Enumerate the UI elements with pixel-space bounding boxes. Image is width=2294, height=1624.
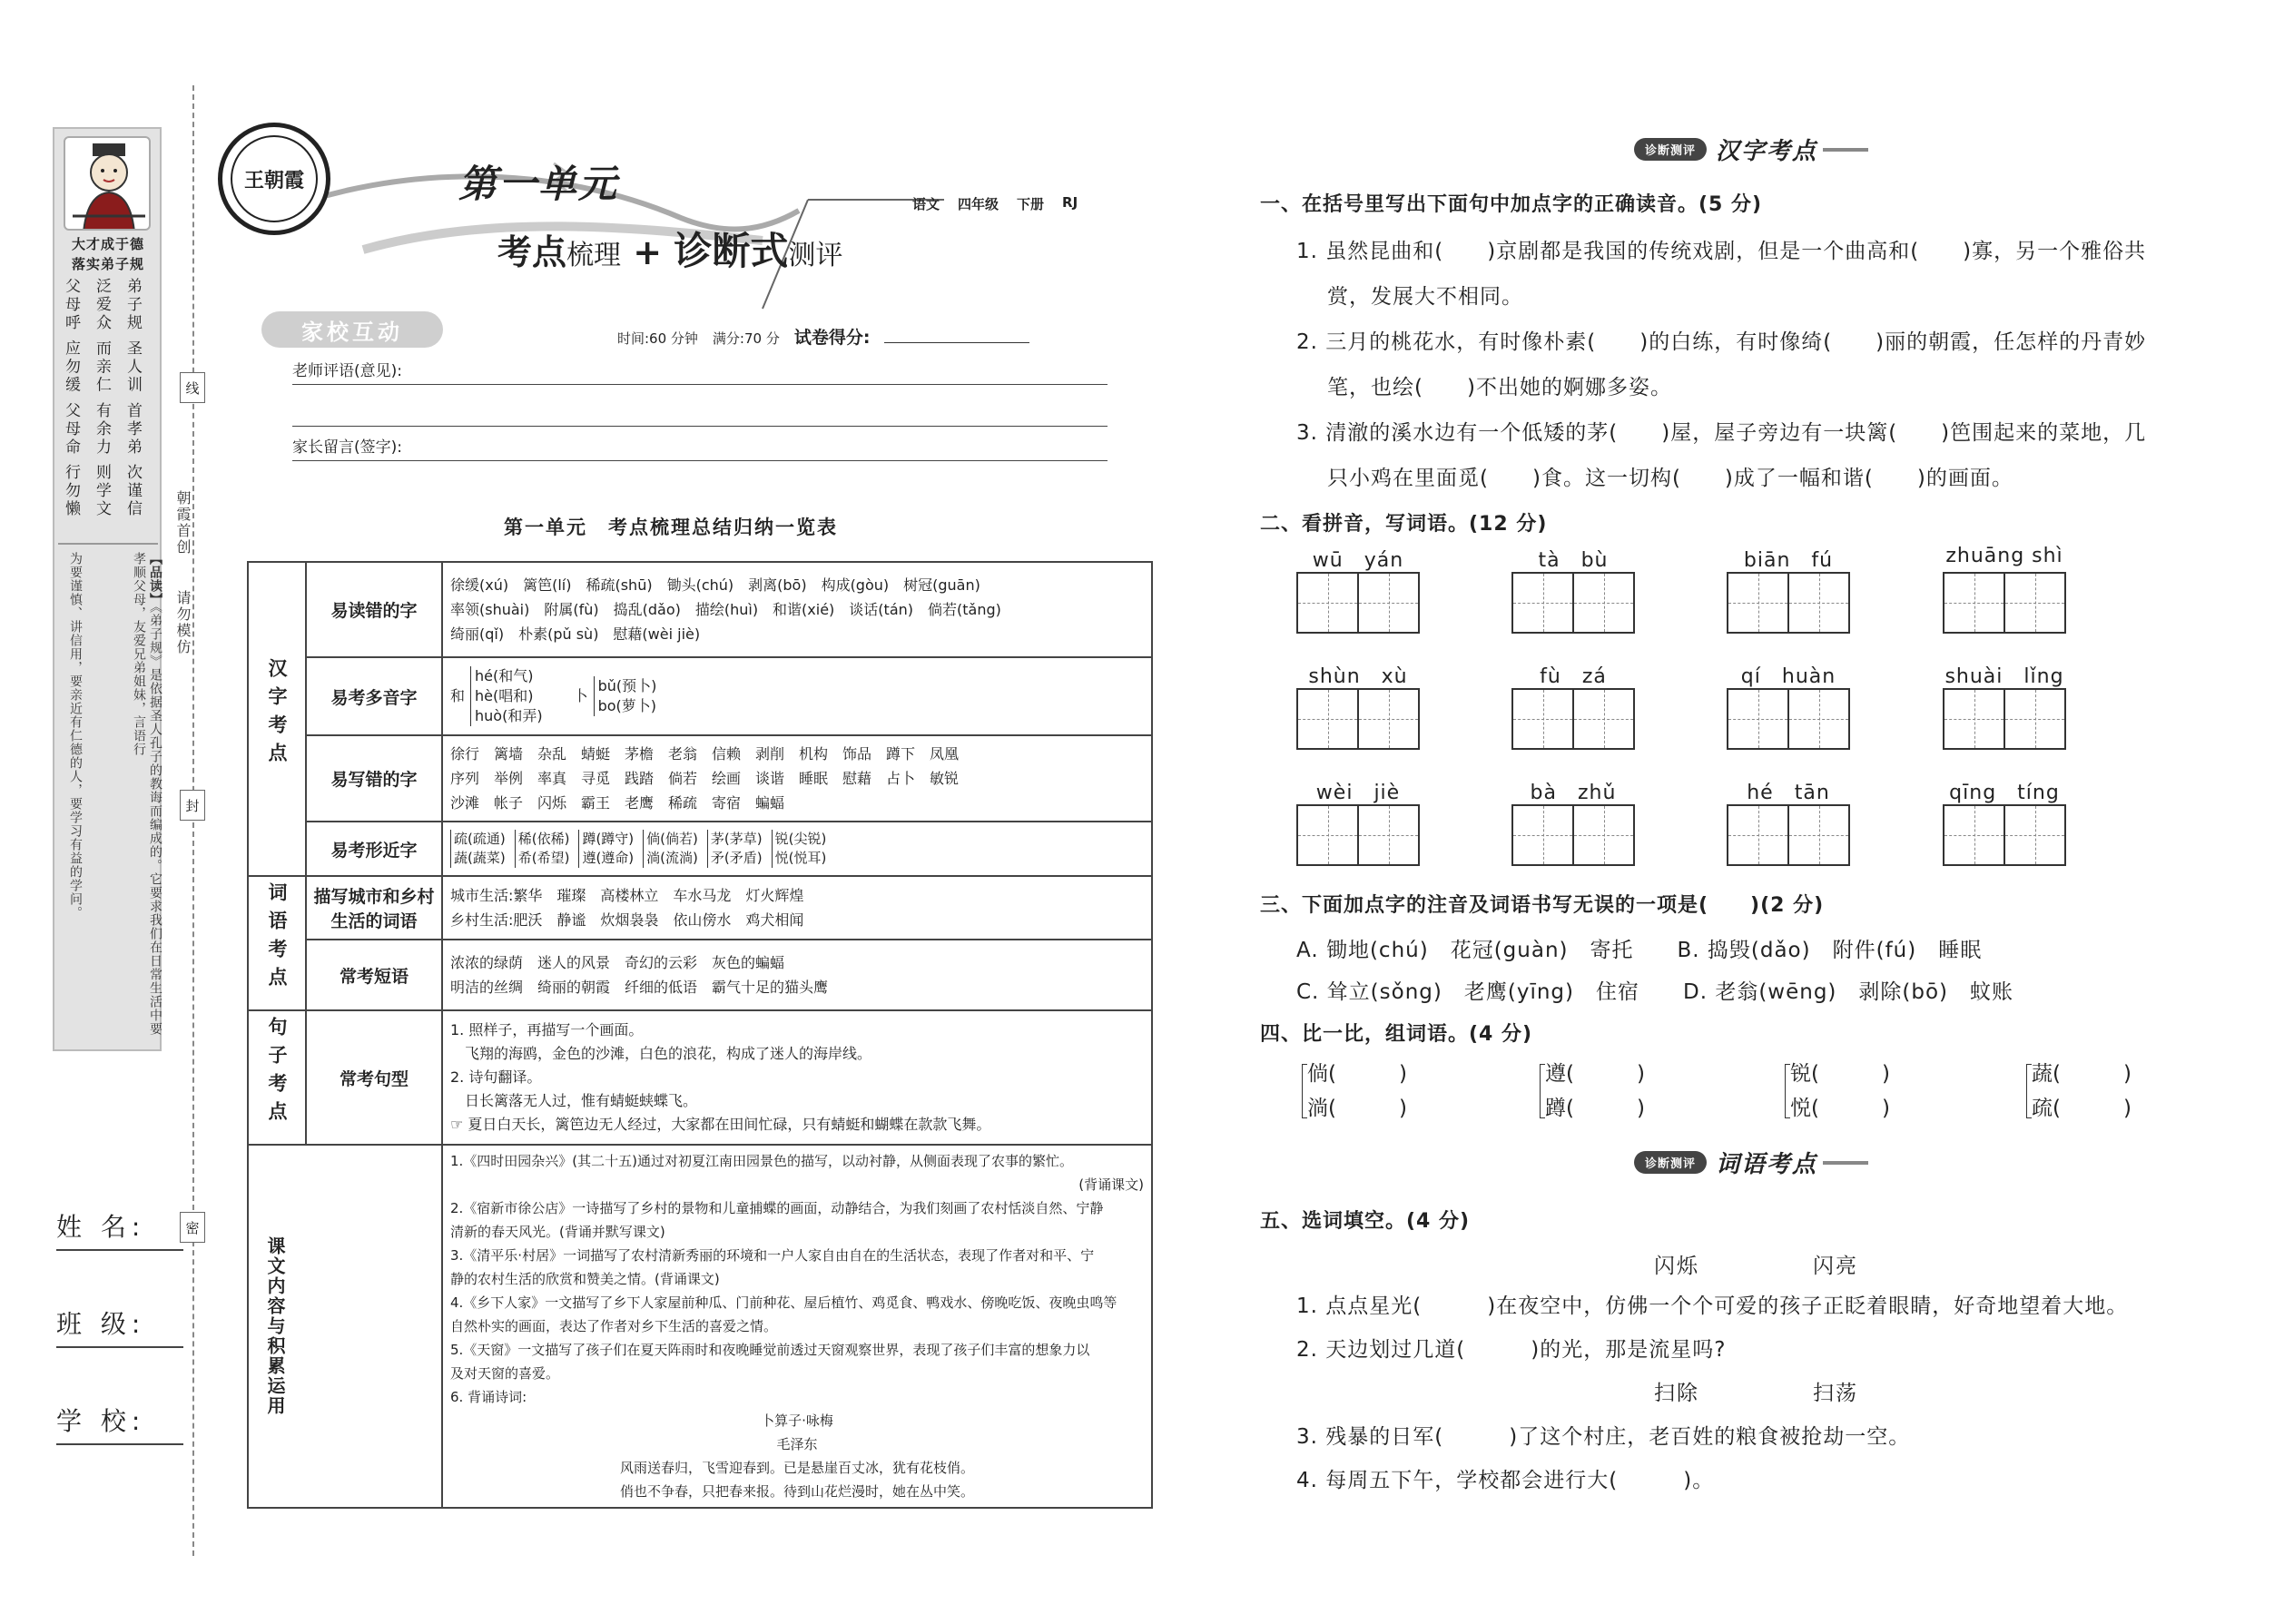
cell-line: 城市生活:繁华 璀璨 高楼林立 车水马龙 灯火辉煌 [450,887,804,904]
note-label-column: 【品读】《弟子规》是依据圣人孔子的教诲而编成的。它要求我们在日常生活中要孝顺父母，友爱兄弟姐妹，言语行 [132,552,162,1036]
option-line: A. 锄地(chú) 花冠(guàn) 寄托 B. 捣毁(dǎo) 附件(fú) 睡眠 [1296,939,1983,962]
pinyin-text: shùn xù [1308,665,1408,688]
question-line: 1. 虽然昆曲和( )京剧都是我国的传统戏剧，但是一个曲高和( )寡，另一个雅俗共 [1296,240,2147,263]
tag-pill: 诊断测评 [1634,138,1707,161]
poem-author: 毛泽东 [776,1436,818,1452]
subtitle-plus: + [633,232,663,272]
writing-grid[interactable] [1943,688,2066,750]
cut-line [192,85,194,1556]
subtitle-part: 梳理 [566,240,622,271]
polyphone-reading: hé(和气) [475,667,534,684]
home-school-banner: 家校互动 [261,311,443,348]
meta-volume: 下册 [1017,196,1045,212]
subtitle-part: 诊断式 [674,229,789,273]
similar-word: 茅(茅草) [710,831,763,847]
compare-item: 倘( ) [1307,1062,1407,1086]
similar-cell [442,822,1152,876]
cell-line: 5.《天窗》一文描写了孩子们在夏天阵雨时和夜晚睡觉前透过天窗观察世界，表现了孩子们丰富的想象力以 [450,1342,1090,1358]
divider [58,543,158,545]
pinyin-item [1511,777,1635,866]
polyphone-reading: huò(和弄) [475,707,543,724]
row-label: 易写错的字 [306,735,442,822]
writing-grid[interactable] [1296,688,1420,750]
pinyin-item [1943,777,2066,866]
phrase-cell [442,940,1152,1010]
pinyin-text: qīng tíng [1949,782,2060,804]
verse-column: 泛爱众 而亲仁 有余力 则学文 [93,278,111,519]
subtitle-part: 考点 [497,232,567,272]
tag-text: 汉字考点 [1716,138,1818,165]
teacher-comment-line[interactable] [292,399,1108,427]
polyphone-char: 和 [450,687,466,704]
easy-write-cell [442,735,1152,822]
easy-read-cell [442,562,1152,657]
polyphone-reading: bǔ(预卜) [597,677,657,694]
meta-grade: 四年级 [958,196,999,212]
pinyin-item [1943,661,2066,750]
verse-column: 弟子规 圣人训 首孝弟 次谨信 [123,278,142,519]
compare-item: 蹲( ) [1545,1097,1645,1120]
pinyin-item [1727,661,1850,750]
cell-line: 明洁的丝绸 绮丽的朝霞 纤细的低语 霸气十足的猫头鹰 [450,979,829,996]
cell-line: 及对天窗的喜爱。 [450,1365,560,1382]
name-field[interactable]: 姓 名: [56,1207,183,1251]
cell-line: 绮丽(qǐ) 朴素(pǔ sù) 慰藉(wèi jiè) [450,625,701,643]
pinyin-text: qí huàn [1740,665,1836,688]
similar-word: 悦(悦耳) [774,850,827,866]
pinyin-item [1296,777,1420,866]
poem-title: 卜算子·咏梅 [761,1412,833,1429]
question-4-title: 四、比一比，组词语。(4 分) [1260,1023,1533,1046]
unit-title: 第一单元 [458,162,619,206]
pinyin-text: biān fú [1743,549,1834,572]
cell-line: 清新的春天风光。(背诵并默写课文) [450,1224,665,1240]
full-score: 满分:70 分 [712,330,780,347]
parent-comment-field[interactable]: 家长留言(签字): [292,434,1108,461]
section-tag-ciyu [1634,1146,1868,1179]
word-choices: 扫除 扫荡 [1654,1382,1858,1405]
motto-line-1: 大才成于德 [71,236,144,252]
row-label: 易考多音字 [306,657,442,735]
polyphone-char: 卜 [573,687,588,704]
note-text-column: 为要谨慎、讲信用，要亲近有仁德的人，要学习有益的学问。 [68,552,83,920]
cell-line: ☞ 夏日白天长，篱笆边无人经过，大家都在田间忙碌，只有蜻蜓和蝴蝶在款款飞舞。 [450,1116,991,1133]
question-line: 笔，也绘( )不出她的婀娜多姿。 [1327,376,1672,399]
similar-word: 锐(尖锐) [774,831,827,847]
cell-line: 6. 背诵诗词: [450,1389,527,1405]
similar-word: 矛(矛盾) [710,850,763,866]
row-label: 易读错的字 [306,562,442,657]
pinyin-item [1296,545,1420,634]
cell-line: 乡村生活:肥沃 静谧 炊烟袅袅 依山傍水 鸡犬相闻 [450,911,804,929]
pinyin-item [1296,661,1420,750]
question-line: 3. 清澈的溪水边有一个低矮的茅( )屋，屋子旁边有一块篱( )笆围起来的菜地，几 [1296,421,2147,445]
vertical-note-2: 请勿模仿 [174,590,192,655]
compare-item: 遵( ) [1545,1062,1645,1086]
pinyin-item [1727,545,1850,634]
writing-grid[interactable] [1511,804,1635,866]
poem-line: 风雨送春归，飞雪迎春到。已是悬崖百丈冰，犹有花枝俏。 [619,1460,974,1476]
pinyin-text: hé tān [1747,782,1830,804]
cell-line: 自然朴实的画面，表达了作者对乡下生活的喜爱之情。 [450,1318,778,1334]
page-subtitle [497,221,842,276]
compare-pair [1790,1057,1890,1126]
poem-line: 俏也不争春，只把春来报。待到山花烂漫时，她在丛中笑。 [619,1483,974,1500]
pinyin-text: wū yán [1312,549,1404,572]
subtitle-part: 测评 [788,240,843,271]
book-meta [912,194,1078,213]
school-field[interactable]: 学 校: [56,1402,183,1445]
row-label: 常考句型 [306,1010,442,1145]
cut-mark-xian: 线 [180,372,205,403]
pinyin-item [1727,777,1850,866]
compare-item: 淌( ) [1307,1097,1407,1120]
pinyin-text: bà zhǔ [1530,782,1617,804]
compare-pair [2032,1057,2132,1126]
sentence-cell [442,1010,1152,1145]
cell-line: 率领(shuài) 附属(fù) 捣乱(dǎo) 描绘(huì) 和谐(xié) 谈话(tán) 倘若(tǎng) [450,601,1001,618]
pinyin-item [1511,661,1635,750]
similar-word: 蹲(蹲守) [582,831,635,847]
question-line: 只小鸡在里面觅( )食。这一切构( )成了一幅和谐( )的画面。 [1327,467,2013,490]
portrait-image [64,136,151,231]
cell-line: 4.《乡下人家》一文描写了乡下人家屋前种瓜、门前种花、屋后植竹、鸡觅食、鸭戏水、傍晚吃饭、夜晚虫鸣等 [450,1294,1117,1311]
meta-subject: 语文 [912,196,940,212]
writing-grid[interactable] [1943,804,2066,866]
score-label: 试卷得分: [793,328,871,348]
writing-grid[interactable] [1727,688,1850,750]
compare-item: 锐( ) [1790,1062,1890,1086]
pinyin-text: zhuāng shì [1945,545,2063,567]
compare-pair [1545,1057,1645,1126]
row-label: 易考形近字 [306,822,442,876]
compare-pair [1307,1057,1407,1126]
time-limit: 时间:60 分钟 [617,330,698,347]
cell-line: 徐行 篱墙 杂乱 蜻蜓 茅檐 老翁 信赖 剥削 机构 饰品 蹲下 凤凰 [450,745,960,763]
polyphone-reading: hè(唱和) [475,687,534,704]
polyphone-cell [442,657,1152,735]
verse-column: 父母呼 应勿缓 父母命 行勿懒 [62,278,80,519]
teacher-comment-field[interactable]: 老师评语(意见): [292,358,1108,385]
section-tag-hanzi [1634,133,1868,166]
cell-line: 日长篱落无人过，惟有蜻蜓蛱蝶飞。 [450,1092,698,1109]
question-3-title: 三、下面加点字的注音及词语书写无误的一项是( )(2 分) [1260,894,1825,917]
pinyin-item [1943,545,2066,634]
pinyin-text: fù zá [1540,665,1607,688]
describe-cell [442,876,1152,940]
similar-word: 希(希望) [517,850,570,866]
question-2-title: 二、看拼音，写词语。(12 分) [1260,513,1548,536]
cell-line: 2.《宿新市徐公店》一诗描写了乡村的景物和儿童捕蝶的画面，动静结合，为我们刻画了农村恬淡自然、宁静 [450,1200,1104,1216]
question-line: 4. 每周五下午，学校都会进行大( )。 [1296,1469,1715,1492]
meta-edition: RJ [1062,194,1078,211]
writing-grid[interactable] [1296,804,1420,866]
pinyin-item [1511,545,1635,634]
similar-word: 稀(依稀) [517,831,570,847]
pinyin-text: shuài lǐng [1944,665,2064,688]
cell-line: 徐缓(xú) 篱笆(lí) 稀疏(shū) 锄头(chú) 剥离(bō) 构成(gòu) 树冠(guān) [450,576,980,594]
tag-arrow-icon [1823,1161,1868,1165]
option-line: C. 耸立(sǒng) 老鹰(yīng) 住宿 D. 老翁(wēng) 剥除(bō) 蚊账 [1296,980,2014,1004]
kewen-cell [442,1145,1152,1508]
row-label: 常考短语 [306,940,442,1010]
similar-word: 倘(倘若) [646,831,698,847]
brand-logo [218,123,330,235]
tag-arrow-icon [1823,148,1868,152]
sidebar-panel [53,127,162,1051]
class-field[interactable]: 班 级: [56,1304,183,1348]
writing-grid[interactable] [1296,572,1420,634]
cell-line: 沙滩 帐子 闪烁 霸王 老鹰 稀疏 寄宿 蝙蝠 [450,794,785,812]
summary-title: 第一单元 考点梳理总结归纳一览表 [504,517,838,538]
writing-grid[interactable] [1511,572,1635,634]
summary-table [247,561,1153,1509]
question-line: 1. 点点星光( )在夜空中，仿佛一个个可爱的孩子正眨着眼睛，好奇地望着大地。 [1296,1294,2129,1318]
pinyin-text: tà bù [1538,549,1609,572]
writing-grid[interactable] [1727,572,1850,634]
cut-mark-feng: 封 [180,790,205,821]
motto-line-2: 落实弟子规 [71,256,144,272]
writing-grid[interactable] [1943,572,2066,634]
cell-line: 序列 举例 率真 寻觅 践踏 倘若 绘画 谈谐 睡眠 慰藉 占卜 敏锐 [450,770,960,787]
writing-grid[interactable] [1727,804,1850,866]
question-line: 2. 三月的桃花水，有时像朴素( )的白练，有时像绮( )丽的朝霞，任怎样的丹青妙 [1296,330,2147,354]
question-line: 赏，发展大不相同。 [1327,285,1523,309]
tag-pill: 诊断测评 [1634,1151,1707,1174]
similar-word: 淌(流淌) [646,850,698,866]
cell-line: 1. 照样子，再描写一个画面。 [450,1021,644,1038]
score-blank[interactable] [884,342,1029,343]
question-5-title: 五、选词填空。(4 分) [1260,1210,1471,1233]
row-label: 描写城市和乡村生活的词语 [306,876,442,940]
cell-line: (背诵课文) [1078,1176,1144,1193]
question-line: 3. 残暴的日军( )了这个村庄，老百姓的粮食被抢劫一空。 [1296,1425,1911,1449]
vertical-note-1: 朝霞首创 [174,490,192,556]
compare-item: 悦( ) [1790,1097,1890,1120]
similar-word: 疏(疏通) [454,831,506,847]
score-info [617,324,1029,349]
similar-word: 蔬(蔬菜) [454,850,506,866]
cell-line: 浓浓的绿荫 迷人的风景 奇幻的云彩 灰色的蝙蝠 [450,954,785,971]
polyphone-reading: bo(萝卜) [597,697,657,714]
compare-item: 蔬( ) [2032,1062,2132,1086]
cell-line: 飞翔的海鸥，金色的沙滩，白色的浪花，构成了迷人的海岸线。 [450,1045,872,1062]
category-juzi: 句子考点 [248,1010,306,1145]
cell-line: 静的农村生活的欣赏和赞美之情。(背诵课文) [450,1271,720,1287]
category-ciyu: 词语考点 [248,876,306,1010]
category-hanzi: 汉字考点 [248,562,306,876]
pinyin-text: wèi jiè [1315,782,1401,804]
cut-mark-mi: 密 [180,1212,205,1243]
question-line: 2. 天边划过几道( )的光，那是流星吗? [1296,1338,1727,1362]
question-1-title: 一、在括号里写出下面句中加点字的正确读音。(5 分) [1260,193,1763,216]
brand-logo-text: 王朝霞 [231,135,318,222]
cell-line: 2. 诗句翻译。 [450,1068,542,1086]
tag-text: 词语考点 [1716,1151,1818,1178]
cell-line: 1.《四时田园杂兴》(其二十五)通过对初夏江南田园景色的描写，以动衬静，从侧面表现了农事的繁忙。 [450,1153,1074,1169]
cell-line: 3.《清平乐·村居》一词描写了农村清新秀丽的环境和一户人家自由自在的生活状态，表现了作者对和平、宁 [450,1247,1095,1264]
compare-item: 疏( ) [2032,1097,2132,1120]
similar-word: 遵(遵命) [582,850,635,866]
word-choices: 闪烁 闪亮 [1654,1255,1858,1278]
category-kewen: 课文内容与积累运用 [248,1145,442,1508]
writing-grid[interactable] [1511,688,1635,750]
